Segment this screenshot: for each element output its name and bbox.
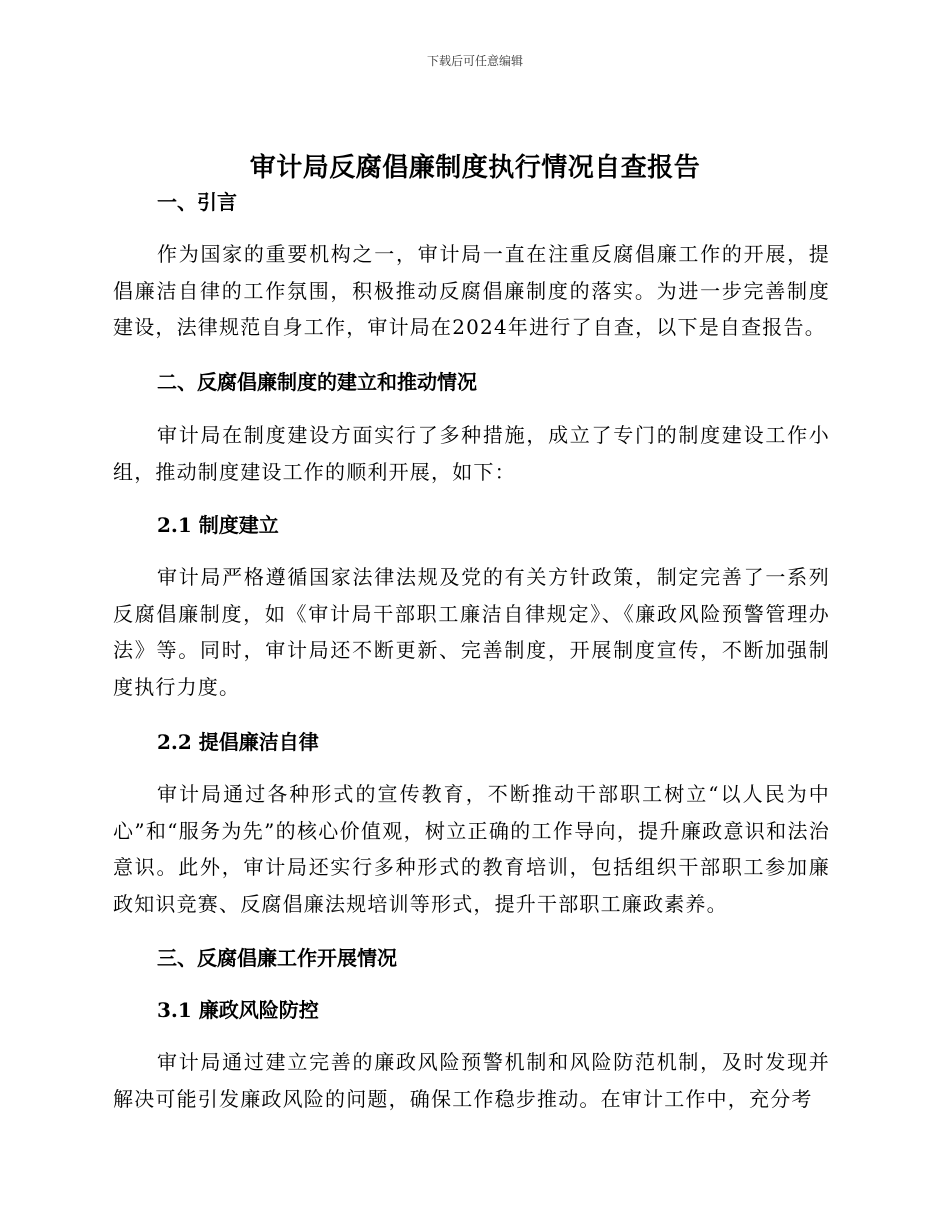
subsection-heading-2-1: 2.1 制度建立 bbox=[157, 513, 279, 537]
paragraph-3-1: 审计局通过建立完善的廉政风险预警机制和风险防范机制，及时发现并解决可能引发廉政风险的问题，确保工作稳步推动。在审计工作中，充分考 bbox=[113, 1050, 830, 1111]
section-heading-system-establishment: 二、反腐倡廉制度的建立和推动情况 bbox=[157, 370, 477, 394]
section-heading-introduction: 一、引言 bbox=[157, 190, 237, 214]
paragraph-introduction: 作为国家的重要机构之一，审计局一直在注重反腐倡廉工作的开展，提倡廉洁自律的工作氛围，积极推动反腐倡廉制度的落实。为进一步完善制度建设，法律规范自身工作，审计局在2024年进行了自查，以下是自查报告。 bbox=[113, 242, 830, 339]
document-title: 审计局反腐倡廉制度执行情况自查报告 bbox=[249, 153, 701, 183]
paragraph-system-establishment: 审计局在制度建设方面实行了多种措施，成立了专门的制度建设工作小组，推动制度建设工作的顺利开展，如下： bbox=[113, 423, 830, 484]
subsection-heading-2-2: 2.2 提倡廉洁自律 bbox=[157, 730, 319, 754]
section-heading-work-progress: 三、反腐倡廉工作开展情况 bbox=[157, 946, 397, 970]
paragraph-2-1: 审计局严格遵循国家法律法规及党的有关方针政策，制定完善了一系列反腐倡廉制度，如《审计局干部职工廉洁自律规定》、《廉政风险预警管理办法》等。同时，审计局还不断更新、完善制度，开展制度宣传，不断加强制度执行力度。 bbox=[113, 565, 830, 699]
page-header-note: 下载后可任意编辑 bbox=[426, 54, 523, 68]
paragraph-2-2: 审计局通过各种形式的宣传教育，不断推动干部职工树立“以人民为中心”和“服务为先”的核心价值观，树立正确的工作导向，提升廉政意识和法治意识。此外，审计局还实行多种形式的教育培训，包括组织干部职工参加廉政知识竞赛、反腐倡廉法规培训等形式，提升干部职工廉政素养。 bbox=[113, 782, 830, 916]
subsection-heading-3-1: 3.1 廉政风险防控 bbox=[157, 998, 319, 1022]
